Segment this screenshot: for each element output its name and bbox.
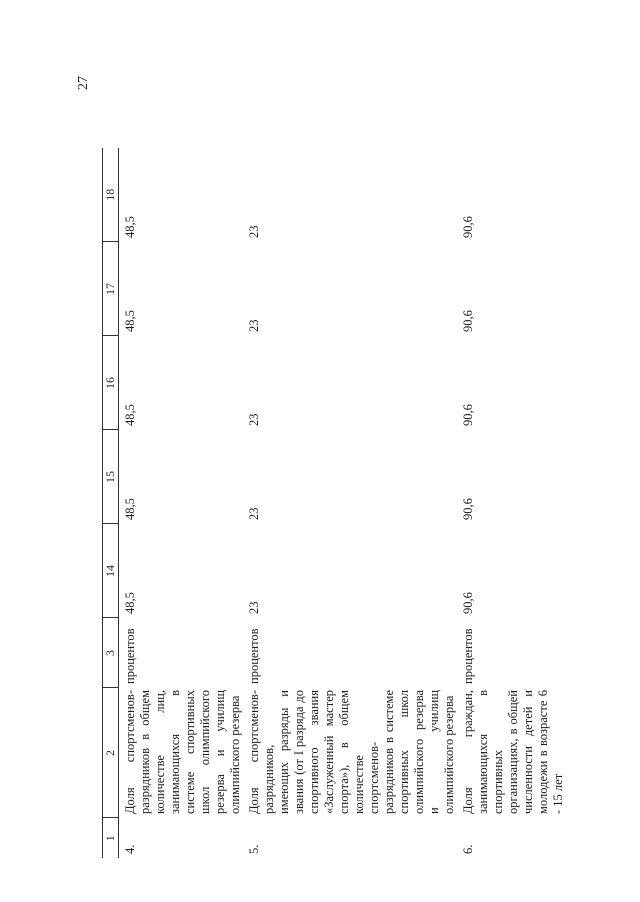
row-number: 4. [123, 844, 137, 854]
header-cell: 2 [103, 688, 119, 818]
row-value: 48,5 [123, 310, 137, 332]
row-value: 23 [247, 601, 261, 614]
row-value: 23 [247, 225, 261, 238]
row-value: 23 [247, 507, 261, 520]
header-cell: 17 [103, 242, 119, 336]
row-description: Доля спортсменов-разрядников, имеющих разряды и звания (от I разряда до спортивного звания «Заслуженный мастер спорта»), в общем количестве спортсменов-разрядников в системе спортивных школ олимпийского резерва и училищ олимпийского резерва [247, 690, 456, 814]
row-value: 48,5 [123, 216, 137, 238]
row-number: 5. [247, 844, 261, 854]
row-value: 90,6 [461, 498, 475, 520]
row-value: 48,5 [123, 592, 137, 614]
row-value: 90,6 [461, 310, 475, 332]
row-value: 90,6 [461, 216, 475, 238]
page-number: 27 [76, 76, 91, 90]
header-cell: 1 [103, 818, 119, 858]
row-number: 6. [461, 844, 475, 854]
header-cell: 18 [103, 148, 119, 242]
header-cell: 3 [103, 618, 119, 688]
row-value: 23 [247, 413, 261, 426]
row-value: 90,6 [461, 404, 475, 426]
row-unit: процентов [247, 628, 261, 684]
row-value: 48,5 [123, 404, 137, 426]
row-value: 23 [247, 319, 261, 332]
header-row [103, 148, 119, 858]
indicators-table [102, 148, 577, 858]
table-row [243, 148, 457, 858]
row-value: 48,5 [123, 498, 137, 520]
table-row [457, 148, 577, 858]
row-value: 90,6 [461, 592, 475, 614]
row-description: Доля граждан, занимающихся в спортивных организациях, в общей численности детей и молодежи в возрасте 6 - 15 лет [461, 690, 565, 814]
header-cell: 16 [103, 336, 119, 430]
row-unit: процентов [461, 628, 475, 684]
row-unit: процентов [123, 628, 137, 684]
header-cell: 15 [103, 430, 119, 524]
header-cell: 14 [103, 524, 119, 618]
table-row [119, 148, 244, 858]
row-description: Доля спортсменов-разрядников в общем количестве лиц, занимающихся в системе спортивных школ олимпийского резерва и училищ олимпийского резерва [123, 690, 242, 814]
